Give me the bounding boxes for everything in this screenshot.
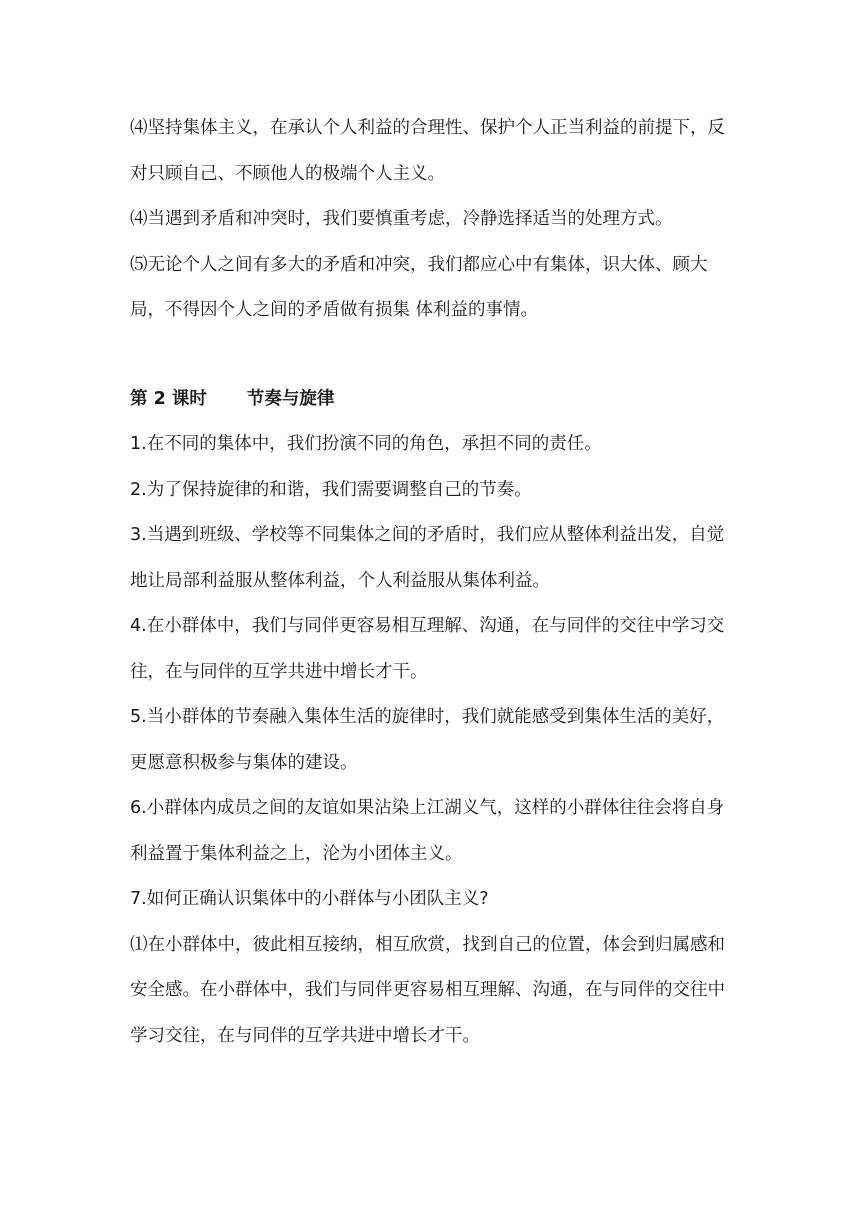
lesson-point-6: 6.小群体内成员之间的友谊如果沾染上江湖义气，这样的小群体往往会将自身利益置于集体利益之上，沦为小团体主义。 xyxy=(130,798,725,864)
lesson-point-5: 5.当小群体的节奏融入集体生活的旋律时，我们就能感受到集体生活的美好，更愿意积极参与集体的建设。 xyxy=(130,707,725,773)
lesson-question-7: 7.如何正确认识集体中的小群体与小团队主义? xyxy=(130,889,489,909)
lesson-answer-7-1: ⑴在小群体中，彼此相互接纳，相互欣赏，找到自己的位置，体会到归属感和安全感。在小群体中，我们与同伴更容易相互理解、沟通，在与同伴的交往中学习交往，在与同伴的互学共进中增长才干。 xyxy=(130,934,725,1046)
lesson-point-4: 4.在小群体中，我们与同伴更容易相互理解、沟通，在与同伴的交往中学习交往，在与同伴的互学共进中增长才干。 xyxy=(130,616,725,682)
document-page xyxy=(130,106,730,1059)
paragraph-prev-3: ⑸无论个人之间有多大的矛盾和冲突，我们都应心中有集体，识大体、顾大局，不得因个人之间的矛盾做有损集 体利益的事情。 xyxy=(130,254,708,320)
lesson-point-1: 1.在不同的集体中，我们扮演不同的角色，承担不同的责任。 xyxy=(130,434,602,454)
lesson-point-2: 2.为了保持旋律的和谐，我们需要调整自己的节奏。 xyxy=(130,479,532,500)
lesson-title: 节奏与旋律 xyxy=(246,388,335,409)
paragraph-prev-2: ⑷当遇到矛盾和冲突时，我们要慎重考虑，冷静选择适当的处理方式。 xyxy=(130,209,673,229)
lesson-heading xyxy=(130,377,730,423)
lesson-point-3: 3.当遇到班级、学校等不同集体之间的矛盾时，我们应从整体利益出发，自觉地让局部利益服从整体利益，个人利益服从集体利益。 xyxy=(130,525,725,591)
lesson-number: 第 2 课时 xyxy=(130,388,207,409)
paragraph-prev-1: ⑷坚持集体主义，在承认个人利益的合理性、保护个人正当利益的前提下，反对只顾自己、不顾他人的极端个人主义。 xyxy=(130,118,725,184)
